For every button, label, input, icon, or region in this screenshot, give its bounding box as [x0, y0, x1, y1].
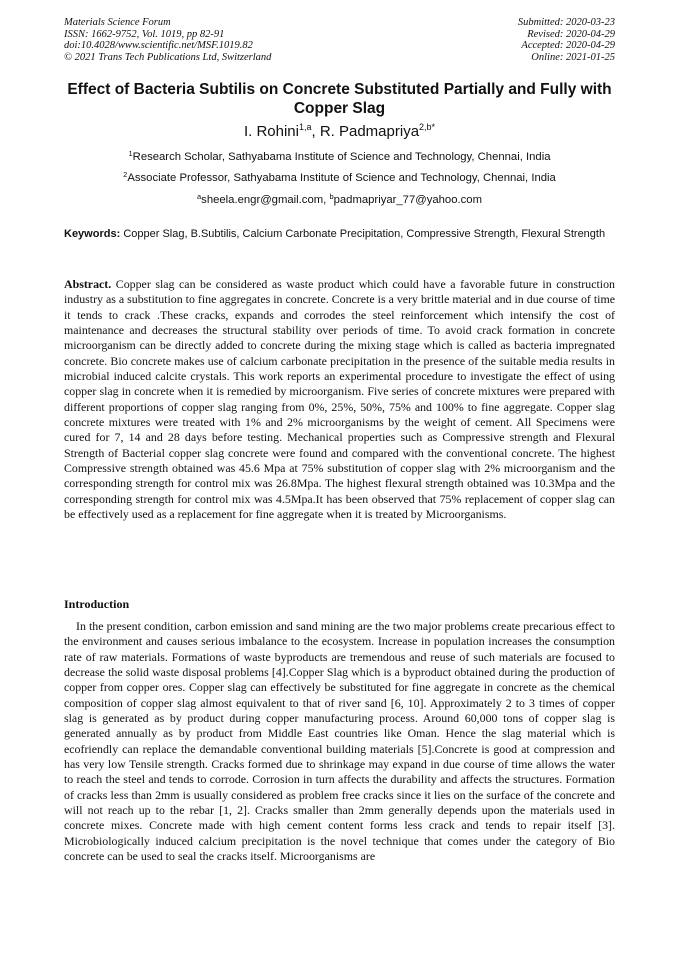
author-affiliation-marker: 2,b* — [419, 122, 436, 132]
email-marker: b — [329, 192, 334, 201]
author-name: I. Rohini — [243, 123, 299, 140]
doi: doi:10.4028/www.scientific.net/MSF.1019.82 — [64, 40, 253, 52]
email-link[interactable]: sheela.engr@gmail.com — [201, 194, 324, 206]
submission-dates — [518, 17, 615, 63]
keywords-label: Keywords: — [64, 228, 121, 240]
abstract-section — [64, 277, 615, 523]
author-list — [64, 123, 615, 141]
online-date: Online: 2021-01-25 — [531, 51, 615, 63]
journal-info — [64, 17, 271, 63]
affiliation-text: Associate Professor, Sathyabama Institute of Science and Technology, Chennai, India — [127, 172, 556, 184]
author-emails — [64, 193, 615, 207]
affiliation-text: Research Scholar, Sathyabama Institute of Science and Technology, Chennai, India — [132, 151, 551, 163]
journal-name: Materials Science Forum — [64, 17, 171, 28]
email-link[interactable]: padmapriyar_77@yahoo.com — [333, 194, 482, 206]
submitted-date: Submitted: 2020-03-23 — [517, 17, 615, 28]
introduction-heading: Introduction — [64, 597, 130, 611]
author-name: R. Padmapriya — [319, 123, 420, 140]
author-affiliation-marker: 1,a — [298, 122, 312, 132]
introduction-body: In the present condition, carbon emission and sand mining are the two major problems create precarious effect to the environment and causes serious imbalance to the ecosystem. Increase in population increases the consumption rate of raw materials. Formations of waste byproducts are tremendous and reuse of such materials are focused to decrease the solid waste disposal problems [4].Copper Slag which is a byproduct obtained during the production of copper from copper ores. Copper slag can effectively be substituted for fine aggregate in concrete as the chemical composition of copper slag almost equivalent to that of river sand [6, 10]. Approximately 2 to 3 times of copper slag is generated as by product during copper manufacturing process. Around 60,000 tons of copper slag is generated annually as by product from Middle East countries like Oman. Hence the slag material which is ecofriendly can replace the demandable conventional building materials [5].Concrete is good at compression and has very low Tensile strength. Cracks formed due to shrinkage may expand in due course of time allows the water to reach the steel and tends to corrode. Corrosion in turn affects the durability and affects the structures. Formation of cracks less than 2mm is usually considered as problem free cracks since it lies on the surface of the concrete and will not reach up to the rebar [1, 2]. Cracks smaller than 2mm generally depends upon the materials used in concrete mixes. Concrete made with high cement content forms less crack and tends to repair itself [3]. Microbiologically induced calcium precipitation is the novel technique that comes under the category of Bio concrete can be used to seal the cracks itself. Microorganisms are — [64, 619, 615, 864]
affiliation-marker: 1 — [128, 149, 133, 158]
author-separator: , — [311, 123, 320, 140]
affiliation-marker: 2 — [123, 170, 128, 179]
keywords-section — [64, 227, 615, 242]
accepted-date: Accepted: 2020-04-29 — [521, 40, 615, 52]
affiliation-1 — [64, 150, 615, 164]
keywords-text: Copper Slag, B.Subtilis, Calcium Carbonate Precipitation, Compressive Strength, Flexural Strength — [123, 228, 606, 240]
revised-date: Revised: 2020-04-29 — [527, 28, 615, 40]
issn: ISSN: 1662-9752, Vol. 1019, pp 82-91 — [64, 28, 225, 40]
copyright: © 2021 Trans Tech Publications Ltd, Switzerland — [64, 51, 272, 63]
abstract-label: Abstract. — [64, 277, 112, 291]
affiliation-2 — [64, 171, 615, 185]
email-separator: , — [323, 194, 330, 206]
email-marker: a — [197, 192, 202, 201]
paper-title: Effect of Bacteria Subtilis on Concrete Substituted Partially and Fully with Copper Slag — [67, 81, 612, 117]
abstract-text: Copper slag can be considered as waste product which could have a favorable future in construction industry as a substitution to fine aggregates in concrete. Concrete is a very brittle material and in due course of time it tends to crack .These cracks, expands and corrodes the steel reinforcement which intensify the cost of maintenance and decreases the structural stability over periods of time. To avoid crack formation in concrete microorganism can be directly added to concrete during the mixing stage which is called as bacteria impregnated concrete. Bio concrete makes use of calcium carbonate precipitation in the presence of the suitable media results in microbial induced calcite crystals. This work reports an experimental procedure to investigate the effect of using copper slag in concrete when it is remedied by microorganism. Five series of concrete mixtures were prepared with different proportions of copper slag ranging from 0%, 25%, 50%, 75% and 100% to fine aggregate. Copper slag concrete mixtures were treated with 1% and 2% microorganisms by the weight of cement. All Specimens were cured for 7, 14 and 28 days before testing. Mechanical properties such as Compressive strength and Flexural Strength of Bacterial copper slag concrete were found and compared with the conventional concrete. The highest Compressive strength obtained was 45.6 Mpa at 75% substitution of copper slag with 2% microorganism and the corresponding strength for control mix was 26.8Mpa. The highest flexural strength obtained was 10.3Mpa and the corresponding strength for control mix was 4.5Mpa.It has been observed that 75% replacement of copper slag can be effectively used as a replacement for fine aggregate when it is treated by Microorganisms. — [64, 277, 615, 522]
